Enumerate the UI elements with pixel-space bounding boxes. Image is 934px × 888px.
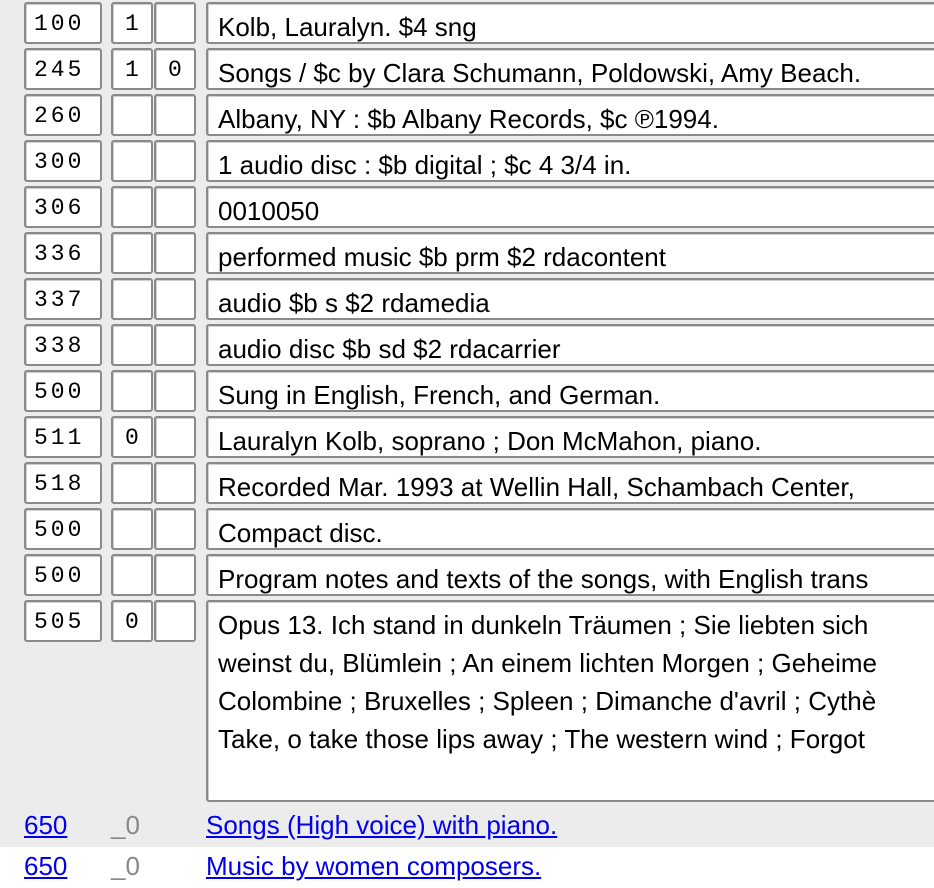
tag-input[interactable]: 337 <box>24 278 102 320</box>
tag-input[interactable]: 260 <box>24 94 102 136</box>
tag-input[interactable]: 500 <box>24 554 102 596</box>
indicators-text: _0 <box>111 851 140 881</box>
field-value-input[interactable]: Program notes and texts of the songs, with English trans <box>206 554 934 596</box>
indicator2-input[interactable] <box>154 462 196 504</box>
field-value-input[interactable]: 0010050 <box>206 186 934 228</box>
subject-heading-link[interactable]: Songs (High voice) with piano. <box>206 810 558 840</box>
textarea-line: Opus 13. Ich stand in dunkeln Träumen ; Sie liebten sich <box>218 610 869 640</box>
indicator1-input[interactable] <box>111 186 153 228</box>
tag-input[interactable]: 518 <box>24 462 102 504</box>
indicator1-input[interactable] <box>111 232 153 274</box>
indicator1-input[interactable] <box>111 508 153 550</box>
indicator2-input[interactable] <box>154 232 196 274</box>
tag-input[interactable]: 500 <box>24 508 102 550</box>
subject-heading-row <box>0 847 934 888</box>
indicator1-input[interactable]: 0 <box>111 600 153 642</box>
indicator1-input[interactable] <box>111 370 153 412</box>
field-value-input[interactable]: Kolb, Lauralyn. $4 sng <box>206 2 934 44</box>
indicator1-input[interactable] <box>111 94 153 136</box>
field-value-input[interactable]: 1 audio disc : $b digital ; $c 4 3/4 in. <box>206 140 934 182</box>
textarea-line: Take, o take those lips away ; The western wind ; Forgot <box>218 724 865 754</box>
tag-input[interactable]: 306 <box>24 186 102 228</box>
indicator2-input[interactable] <box>154 600 196 642</box>
indicator1-input[interactable] <box>111 324 153 366</box>
textarea-line: weinst du, Blümlein ; An einem lichten Morgen ; Geheime <box>218 648 878 678</box>
tag-input[interactable]: 300 <box>24 140 102 182</box>
indicator2-input[interactable] <box>154 554 196 596</box>
field-value-input[interactable]: performed music $b prm $2 rdacontent <box>206 232 934 274</box>
subject-heading-row <box>0 806 934 847</box>
indicator2-input[interactable] <box>154 94 196 136</box>
field-value-textarea[interactable] <box>206 600 934 802</box>
indicators-text: _0 <box>111 810 140 840</box>
tag-input[interactable]: 100 <box>24 2 102 44</box>
tag-input[interactable]: 505 <box>24 600 102 642</box>
subject-heading-link[interactable]: Music by women composers. <box>206 851 542 881</box>
tag-input[interactable]: 245 <box>24 48 102 90</box>
indicator2-input[interactable] <box>154 324 196 366</box>
indicator1-input[interactable] <box>111 554 153 596</box>
indicator1-input[interactable]: 0 <box>111 416 153 458</box>
indicator1-input[interactable]: 1 <box>111 2 153 44</box>
tag-input[interactable]: 511 <box>24 416 102 458</box>
indicator2-input[interactable]: 0 <box>154 48 196 90</box>
textarea-line: Colombine ; Bruxelles ; Spleen ; Dimanche d'avril ; Cythè <box>218 686 877 716</box>
field-value-input[interactable]: Lauralyn Kolb, soprano ; Don McMahon, piano. <box>206 416 934 458</box>
tag-input[interactable]: 336 <box>24 232 102 274</box>
indicator2-input[interactable] <box>154 508 196 550</box>
field-value-input[interactable]: Songs / $c by Clara Schumann, Poldowski, Amy Beach. <box>206 48 934 90</box>
indicator2-input[interactable] <box>154 2 196 44</box>
indicator1-input[interactable] <box>111 462 153 504</box>
field-value-input[interactable]: audio $b s $2 rdamedia <box>206 278 934 320</box>
indicator1-input[interactable] <box>111 278 153 320</box>
indicator1-input[interactable]: 1 <box>111 48 153 90</box>
field-value-input[interactable]: Compact disc. <box>206 508 934 550</box>
indicator2-input[interactable] <box>154 186 196 228</box>
tag-link[interactable]: 650 <box>24 851 68 881</box>
tag-input[interactable]: 338 <box>24 324 102 366</box>
field-value-input[interactable]: Sung in English, French, and German. <box>206 370 934 412</box>
indicator2-input[interactable] <box>154 370 196 412</box>
indicator2-input[interactable] <box>154 140 196 182</box>
indicator1-input[interactable] <box>111 140 153 182</box>
field-value-input[interactable]: audio disc $b sd $2 rdacarrier <box>206 324 934 366</box>
tag-input[interactable]: 500 <box>24 370 102 412</box>
tag-link[interactable]: 650 <box>24 810 68 840</box>
indicator2-input[interactable] <box>154 278 196 320</box>
field-value-input[interactable]: Albany, NY : $b Albany Records, $c ℗1994. <box>206 94 934 136</box>
indicator2-input[interactable] <box>154 416 196 458</box>
field-value-input[interactable]: Recorded Mar. 1993 at Wellin Hall, Schambach Center, <box>206 462 934 504</box>
